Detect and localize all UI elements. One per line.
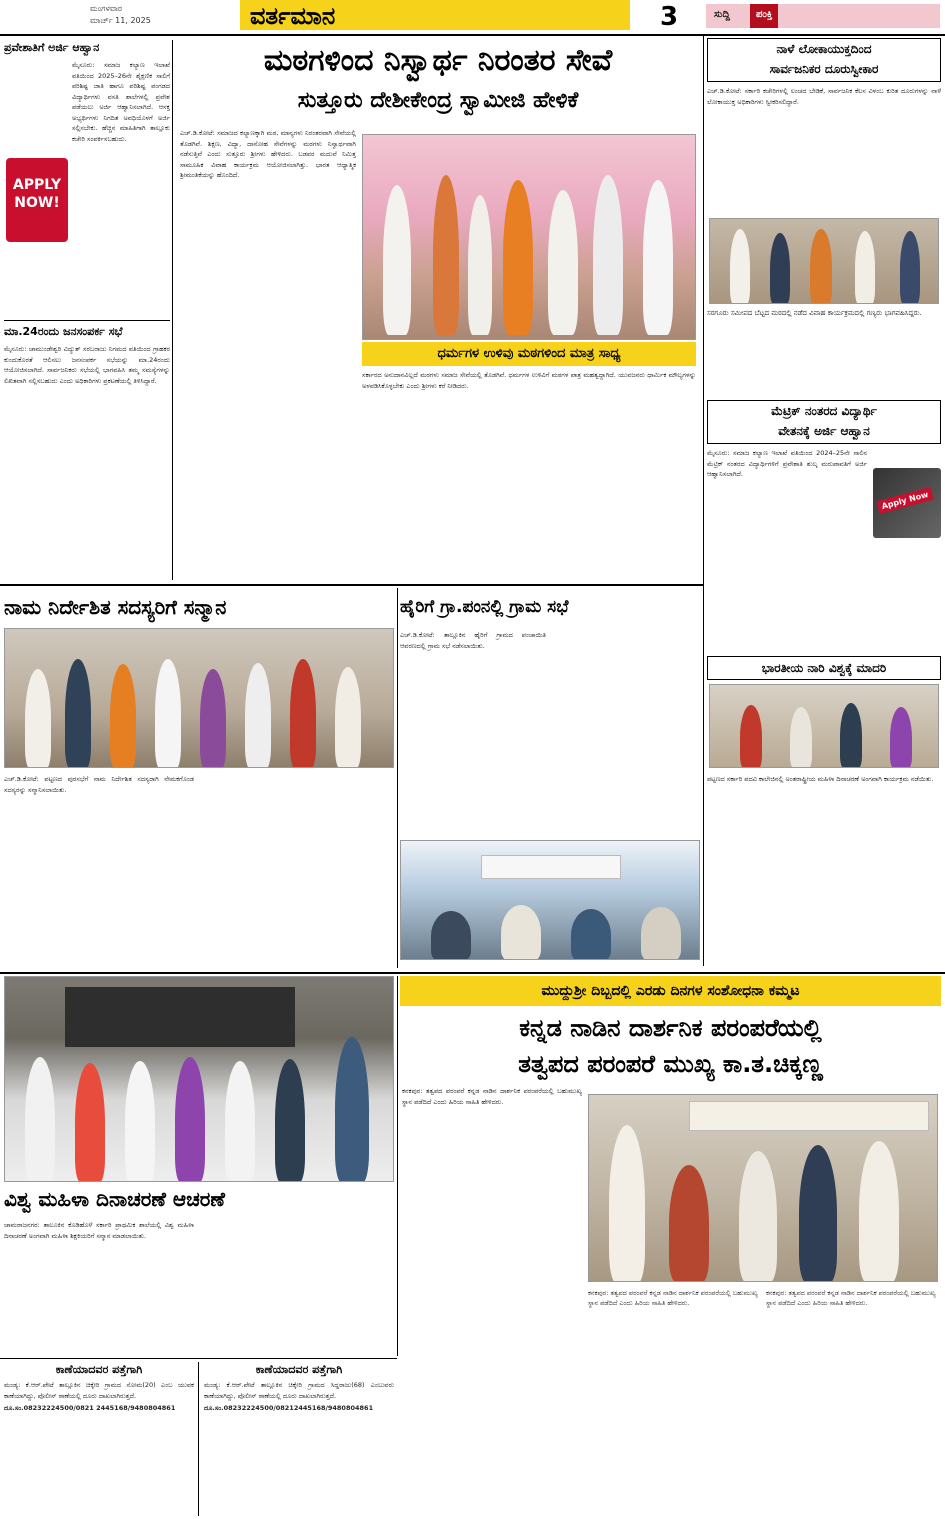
section-tag-right: ಪಂಕ್ತಿ	[750, 4, 778, 28]
photo-person	[65, 659, 91, 768]
bottom-photo	[588, 1094, 938, 1282]
col-rule-2	[703, 36, 704, 966]
masthead-paper-title: ವರ್ತಮಾನ	[250, 2, 336, 30]
right-photo-2	[709, 684, 939, 768]
left-column	[4, 40, 170, 580]
photo-person	[730, 229, 750, 304]
section-tag	[706, 4, 940, 28]
bottom-headline-2: ತತ್ವಪದ ಪರಂಪರೆ ಮುಖ್ಯ ಕಾ.ತ.ಚಿಕ್ಕಣ್ಣ	[518, 1050, 823, 1078]
apply-badge-line1: APPLY	[12, 177, 62, 193]
photo-person	[290, 659, 316, 768]
photo-banner	[689, 1101, 929, 1131]
mid-center-body: ಎಚ್.ಡಿ.ಕೋಟೆ: ತಾಲ್ಲೂಕಿನ ಹೈರಿಗೆ ಗ್ರಾಮದ ಪಂಚಾಯಿತಿ ಆವರಣದಲ್ಲಿ ಗ್ರಾಮ ಸಭೆ ನಡೆಸಲಾಯಿತು.	[400, 631, 546, 650]
lead-story	[176, 38, 700, 580]
lead-subhead: ಸುತ್ತೂರು ದೇಶೀಕೇಂದ್ರ ಸ್ವಾಮೀಜಿ ಹೇಳಿಕೆ	[297, 88, 579, 113]
col-rule-1	[172, 40, 173, 580]
missing-2-title: ಕಾಣೆಯಾದವರ ಪತ್ತೆಗಾಗಿ	[255, 1363, 343, 1376]
photo-person	[335, 667, 361, 768]
masthead-day: ಮಂಗಳವಾರ	[90, 4, 123, 13]
lead-body-right: ಸರ್ಕಾರದ ಅನುದಾನವಿಲ್ಲದೆ ಮಠಗಳು ಸಮಾಜ ಸೇವೆಯಲ್ಲಿ ತೊಡಗಿವೆ. ಧರ್ಮಗಳ ಉಳಿವಿಗೆ ಮಠಗಳ ಪಾತ್ರ ಮಹತ್ವದ್ದಾಗಿದೆ. ಯುವಜನರು ಧಾರ್ಮಿಕ ಮೌಲ್ಯಗಳನ್ನು ಅಳವಡಿಸಿಕೊಳ್ಳಬೇಕು ಎಂದು ಶ್ರೀಗಳು ಕರೆ ನೀಡಿದರು.	[362, 371, 696, 390]
page-number: 3	[660, 2, 679, 32]
photo-person	[110, 664, 136, 768]
bottom-body-col3	[766, 1288, 938, 1512]
photo-person	[125, 1061, 155, 1182]
right-photo-1-caption: ಸರಗೂರು ಸಮೀಪದ ಬೆಟ್ಟದ ಮಠದಲ್ಲಿ ನಡೆದ ವಿವಾಹ ಕಾರ್ಯಕ್ರಮದಲ್ಲಿ ಗಣ್ಯರು ಭಾಗವಹಿಸಿದ್ದರು.	[707, 309, 922, 317]
mid-left-headline: ನಾಮ ನಿರ್ದೇಶಿತ ಸದಸ್ಯರಿಗೆ ಸನ್ಮಾನ	[4, 595, 227, 619]
women-day-story	[4, 976, 394, 1356]
missing-2-body: ಮಂಡ್ಯ: ಕೆ.ಆರ್.ಪೇಟೆ ತಾಲ್ಲೂಕಿನ ಚಿಕ್ಕೇರಿ ಗ್ರಾಮದ ಸಿದ್ದರಾಜು(68) ಎಂಬುವರು ಕಾಣೆಯಾಗಿದ್ದು, ಪೊಲೀಸ್ ಠಾಣೆಯಲ್ಲಿ ದೂರು ದಾಖಲಾಗಿರುತ್ತದೆ.	[204, 1381, 394, 1400]
metric-body: ಮೈಸೂರು: ಸಮಾಜ ಕಲ್ಯಾಣ ಇಲಾಖೆ ವತಿಯಿಂದ 2024–25ನೇ ಸಾಲಿನ ಮೆಟ್ರಿಕ್ ನಂತರದ ವಿದ್ಯಾರ್ಥಿಗಳಿಗೆ ಪ್ರವೇಶಾತಿ ಶುಲ್ಕ ಮರುಪಾವತಿಗೆ ಅರ್ಜಿ ಆಹ್ವಾನಿಸಲಾಗಿದೆ.	[707, 449, 867, 478]
metric-headline-1: ಮೆಟ್ರಿಕ್ ನಂತರದ ವಿದ್ಯಾರ್ಥಿ	[771, 404, 877, 418]
photo-person	[739, 1151, 777, 1282]
bottom-story	[400, 976, 941, 1516]
lead-body-left: ಎಚ್.ಡಿ.ಕೋಟೆ: ಸಮಾಜದ ಕಲ್ಯಾಣಕ್ಕಾಗಿ ಮಠ, ಮಾನ್ಯಗಳು ನಿರಂತರವಾಗಿ ಸೇವೆಯಲ್ಲಿ ತೊಡಗಿವೆ. ಶಿಕ್ಷಣ, ವಿದ್ಯಾ, ದಾಸೋಹ ಸೇವೆಗಳನ್ನು ಮಠಗಳು ನಿಸ್ವಾರ್ಥವಾಗಿ ನಡೆಸುತ್ತಿವೆ ಎಂದು ಸುತ್ತೂರು ಶ್ರೀಗಳು ಹೇಳಿದರು. ಬಡವರ ಮದುವೆ ನಿಮಿತ್ತ ಸಾಮೂಹಿಕ ವಿವಾಹ ಕಾರ್ಯಕ್ರಮ ಆಯೋಜಿಸಲಾಗಿತ್ತು. ಭಾರತ ಆಧ್ಯಾತ್ಮಿಕ ಶ್ರೀಮಂತಿಕೆಯನ್ನು ಹೊಂದಿದೆ.	[180, 129, 356, 179]
women-day-body: ಚಾಮರಾಜನಗರ: ತಾಲೂಕಿನ ಕೊಡಿಹೊಳೆ ಸರ್ಕಾರಿ ಪ್ರಾಥಮಿಕ ಶಾಲೆಯಲ್ಲಿ ವಿಶ್ವ ಮಹಿಳಾ ದಿನಾಚರಣೆ ಅಂಗವಾಗಿ ಮಹಿಳಾ ಶಿಕ್ಷಕಿಯರಿಗೆ ಸನ್ಮಾನ ಮಾಡಲಾಯಿತು.	[4, 1221, 194, 1240]
mid-center-photo	[400, 840, 700, 960]
col-rule-4	[397, 976, 398, 1356]
photo-person	[890, 707, 912, 768]
janasamparka-headline: ಮಾ.24ರಂದು ಜನಸಂಪರ್ಕ ಸಭೆ	[4, 325, 123, 338]
blackboard	[65, 987, 295, 1047]
photo-person	[855, 231, 875, 304]
photo-person	[433, 175, 459, 335]
nari-body: ಪಟ್ಟಣದ ಸರ್ಕಾರಿ ಪದವಿ ಕಾಲೇಜಿನಲ್ಲಿ ಅಂತರಾಷ್ಟ್ರೀಯ ಮಹಿಳಾ ದಿನಾಚರಣೆ ಅಂಗವಾಗಿ ಕಾರ್ಯಕ್ರಮ ನಡೆಯಿತು.	[707, 775, 934, 783]
photo-person	[900, 231, 920, 304]
bottom-banner-text: ಮುದ್ದುಶ್ರೀ ದಿಬ್ಬದಲ್ಲಿ ಎರಡು ದಿನಗಳ ಸಂಶೋಧನಾ ಕಮ್ಮಟ	[541, 983, 800, 999]
photo-person	[155, 659, 181, 768]
mid-left-photo	[4, 628, 394, 768]
photo-person	[643, 180, 673, 335]
lokayukta-headline-1: ನಾಳೆ ಲೋಕಾಯುಕ್ತದಿಂದ	[776, 42, 872, 56]
metric-headline-2: ವೇತನಕ್ಕೆ ಅರ್ಜಿ ಆಹ್ವಾನ	[778, 424, 870, 438]
bottom-banner	[400, 976, 941, 1006]
lead-highlight-text: ಧರ್ಮಗಳ ಉಳಿವು ಮಠಗಳಿಂದ ಮಾತ್ರ ಸಾಧ್ಯ	[437, 346, 621, 361]
photo-person	[200, 669, 226, 768]
apply-badge-line2: NOW!	[14, 195, 60, 211]
masthead-rule	[0, 34, 945, 36]
section-tag-left: ಸುದ್ದಿ	[714, 9, 730, 20]
missing-notice-2	[204, 1362, 394, 1516]
photo-person	[275, 1059, 305, 1182]
photo-person	[383, 185, 411, 335]
bottom-body-col2-text: ಕನಕಪುರ: ತತ್ವಪದ ಪರಂಪರೆ ಕನ್ನಡ ನಾಡಿನ ದಾರ್ಶನಿಕ ಪರಂಪರೆಯಲ್ಲಿ ಬಹುಮುಖ್ಯ ಸ್ಥಾನ ಪಡೆದಿದೆ ಎಂದು ಹಿರಿಯ ಸಾಹಿತಿ ಹೇಳಿದರು.	[588, 1289, 758, 1307]
photo-person	[790, 707, 812, 768]
women-day-photo	[4, 976, 394, 1182]
photo-person	[431, 911, 471, 960]
photo-person	[175, 1057, 205, 1182]
missing-rule-top	[0, 1358, 397, 1359]
photo-person	[468, 195, 492, 335]
bottom-body-left: ಕನಕಪುರ: ತತ್ವಪದ ಪರಂಪರೆ ಕನ್ನಡ ನಾಡಿನ ದಾರ್ಶನಿಕ ಪರಂಪರೆಯಲ್ಲಿ ಬಹುಮುಖ್ಯ ಸ್ಥಾನ ಪಡೆದಿದೆ ಎಂದು ಹಿರಿಯ ಸಾಹಿತಿ ಹೇಳಿದರು.	[402, 1087, 582, 1106]
left-divider	[4, 320, 170, 321]
mid-center-headline: ಹೈರಿಗೆ ಗ್ರಾ.ಪಂನಲ್ಲಿ ಗ್ರಾಮ ಸಭೆ	[400, 597, 569, 617]
photo-person	[641, 907, 681, 960]
bottom-rule-top	[0, 972, 945, 974]
missing-1-body: ಮಂಡ್ಯ: ಕೆ.ಆರ್.ಪೇಟೆ ತಾಲ್ಲೂಕಿನ ಚಿಕ್ಕೇರಿ ಗ್ರಾಮದ ಸೋಮ(20) ಎಂಬ ಯುವಕ ಕಾಣೆಯಾಗಿದ್ದು, ಪೊಲೀಸ್ ಠಾಣೆಯಲ್ಲಿ ದೂರು ದಾಖಲಾಗಿರುತ್ತದೆ.	[4, 1381, 194, 1400]
lokayukta-headline-2: ಸಾರ್ವಜನಿಕರ ದೂರುಸ್ವೀಕಾರ	[769, 62, 879, 76]
admission-headline: ಪ್ರವೇಶಾತಿಗೆ ಅರ್ಜಿ ಆಹ್ವಾನ	[4, 41, 100, 54]
lead-highlight-bar	[362, 342, 696, 366]
photo-person	[859, 1141, 899, 1282]
masthead-date-text: ಮಾರ್ಚ್ 11, 2025	[90, 16, 151, 25]
nari-box	[707, 656, 941, 680]
photo-person	[335, 1037, 369, 1182]
photo-person	[503, 180, 533, 335]
women-day-headline: ವಿಶ್ವ ಮಹಿಳಾ ದಿನಾಚರಣೆ ಆಚರಣೆ	[4, 1187, 225, 1211]
missing-notice-1	[4, 1362, 194, 1516]
lokayukta-body: ಎಚ್.ಡಿ.ಕೋಟೆ: ಸರ್ಕಾರಿ ಕಚೇರಿಗಳಲ್ಲಿ ಲಂಚದ ಬೇಡಿಕೆ, ಸಾರ್ವಜನಿಕ ಕೆಲಸ ವಿಳಂಬ ಕುರಿತ ದೂರುಗಳನ್ನು ನಾಳೆ ಲೋಕಾಯುಕ್ತ ಅಧಿಕಾರಿಗಳು ಸ್ವೀಕರಿಸಲಿದ್ದಾರೆ.	[707, 87, 941, 106]
col-rule-3	[397, 588, 398, 968]
photo-person	[609, 1125, 645, 1282]
bottom-body-col2	[588, 1288, 758, 1512]
mid-rule-top	[0, 584, 703, 586]
photo-person	[770, 233, 790, 304]
apply-now-badge	[6, 158, 68, 242]
right-column	[707, 38, 941, 968]
masthead	[0, 0, 945, 34]
masthead-date	[8, 3, 168, 31]
mid-left-story	[4, 588, 394, 964]
bottom-body-col3-text: ಕನಕಪುರ: ತತ್ವಪದ ಪರಂಪರೆ ಕನ್ನಡ ನಾಡಿನ ದಾರ್ಶನಿಕ ಪರಂಪರೆಯಲ್ಲಿ ಬಹುಮುಖ್ಯ ಸ್ಥಾನ ಪಡೆದಿದೆ ಎಂದು ಹಿರಿಯ ಸಾಹಿತಿ ಹೇಳಿದರು.	[766, 1289, 936, 1307]
lead-headline: ಮಠಗಳಿಂದ ನಿಸ್ವಾರ್ಥ ನಿರಂತರ ಸೇವೆ	[263, 43, 613, 78]
photo-person	[593, 175, 623, 335]
missing-1-phone: ದೂ.ಸಂ.08232224500/0821 2445168/9480804861	[4, 1404, 176, 1412]
janasamparka-body: ಮೈಸೂರು: ಚಾಮುಂಡೇಶ್ವರಿ ವಿದ್ಯುತ್ ಸರಬರಾಜು ನಿಗಮದ ವತಿಯಿಂದ ಗ್ರಾಹಕರ ಕುಂದುಕೊರತೆ ಆಲಿಸಲು ಜನಸಂಪರ್ಕ ಸಭೆಯನ್ನು ಮಾ.24ರಂದು ಆಯೋಜಿಸಲಾಗಿದೆ. ಸಾರ್ವಜನಿಕರು ಸಭೆಯಲ್ಲಿ ಭಾಗವಹಿಸಿ ತಮ್ಮ ಸಮಸ್ಯೆಗಳನ್ನು ಲಿಖಿತವಾಗಿ ಸಲ್ಲಿಸಬಹುದು ಎಂದು ಅಧಿಕಾರಿಗಳು ಪ್ರಕಟಣೆಯಲ್ಲಿ ತಿಳಿಸಿದ್ದಾರೆ.	[4, 345, 170, 385]
bottom-headline-1: ಕನ್ನಡ ನಾಡಿನ ದಾರ್ಶನಿಕ ಪರಂಪರೆಯಲ್ಲಿ	[519, 1014, 822, 1042]
photo-person	[740, 705, 762, 768]
lead-photo	[362, 134, 696, 340]
mid-left-body: ಎಚ್.ಡಿ.ಕೋಟೆ: ಪಟ್ಟಣದ ಪುರಸಭೆಗೆ ನಾಮ ನಿರ್ದೇಶಿತ ಸದಸ್ಯರಾಗಿ ನೇಮಕಗೊಂಡ ಸದಸ್ಯರನ್ನು ಸನ್ಮಾನಿಸಲಾಯಿತು.	[4, 775, 194, 794]
lokayukta-box	[707, 38, 941, 82]
apply-now-graphic-text: Apply Now	[876, 487, 933, 514]
admission-body: ಮೈಸೂರು: ಸಮಾಜ ಕಲ್ಯಾಣ ಇಲಾಖೆ ವತಿಯಿಂದ 2025–26ನೇ ಶೈಕ್ಷಣಿಕ ಸಾಲಿಗೆ ಪರಿಶಿಷ್ಟ ಜಾತಿ ಹಾಗೂ ಪರಿಶಿಷ್ಟ ಪಂಗಡದ ವಿದ್ಯಾರ್ಥಿಗಳು ವಸತಿ ಶಾಲೆಗಳಲ್ಲಿ ಪ್ರವೇಶ ಪಡೆಯಲು ಅರ್ಜಿ ಆಹ್ವಾನಿಸಲಾಗಿದೆ. ಆಸಕ್ತ ಅಭ್ಯರ್ಥಿಗಳು ನಿಗದಿತ ಅವಧಿಯೊಳಗೆ ಅರ್ಜಿ ಸಲ್ಲಿಸಬೇಕು. ಹೆಚ್ಚಿನ ಮಾಹಿತಿಗಾಗಿ ತಾಲ್ಲೂಕು ಕಚೇರಿ ಸಂಪರ್ಕಿಸಬಹುದು.	[72, 61, 170, 143]
photo-person	[571, 909, 611, 960]
photo-person	[245, 663, 271, 768]
mid-center-story	[400, 588, 700, 964]
photo-person	[25, 669, 51, 768]
nari-headline: ಭಾರತೀಯ ನಾರಿ ವಿಶ್ವಕ್ಕೆ ಮಾದರಿ	[761, 661, 887, 675]
photo-person	[501, 905, 541, 960]
apply-now-graphic	[873, 468, 941, 538]
photo-person	[840, 703, 862, 768]
photo-person	[75, 1063, 105, 1182]
right-photo-1	[709, 218, 939, 304]
photo-person	[810, 229, 832, 304]
missing-divider	[198, 1362, 199, 1516]
photo-person	[25, 1057, 55, 1182]
metric-box	[707, 400, 941, 444]
missing-1-title: ಕಾಣೆಯಾದವರ ಪತ್ತೆಗಾಗಿ	[55, 1363, 143, 1376]
photo-person	[225, 1061, 255, 1182]
photo-banner	[481, 855, 621, 879]
photo-person	[669, 1165, 709, 1282]
photo-person	[548, 190, 578, 335]
missing-2-phone: ದೂ.ಸಂ.08232224500/08212445168/9480804861	[204, 1404, 374, 1412]
photo-person	[799, 1145, 837, 1282]
